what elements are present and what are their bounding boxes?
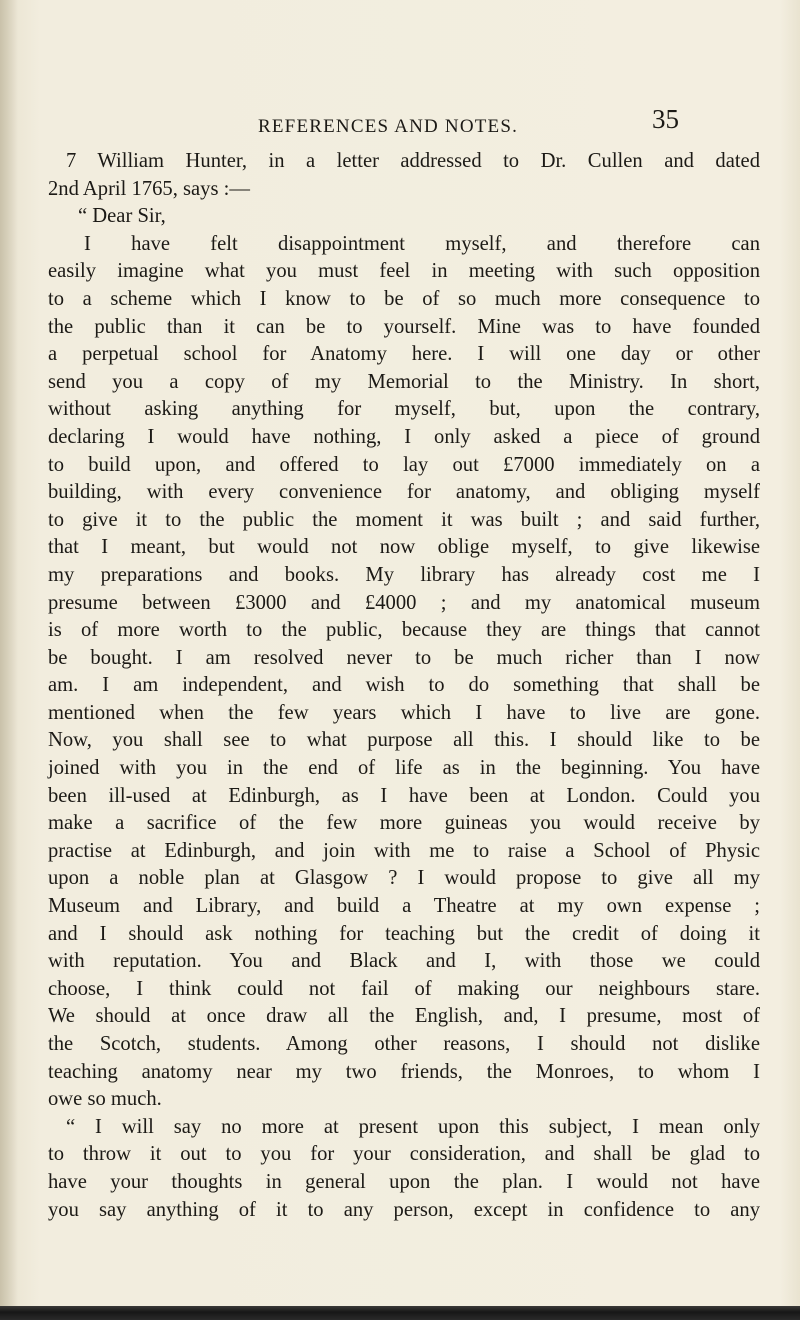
text-line: teaching anatomy near my two friends, the Monroes, to whom I bbox=[48, 1060, 760, 1083]
running-head-title: REFERENCES AND NOTES. bbox=[258, 116, 519, 137]
text-line: send you a copy of my Memorial to the Ministry. In short, bbox=[48, 370, 760, 393]
text-line: been ill-used at Edinburgh, as I have been at London. Could you bbox=[48, 784, 760, 807]
text-line: choose, I think could not fail of making our neighbours stare. bbox=[48, 977, 760, 1000]
text-line: have your thoughts in general upon the plan. I would not have bbox=[48, 1170, 760, 1193]
text-line: a perpetual school for Anatomy here. I will one day or other bbox=[48, 343, 760, 366]
text-line: that I meant, but would not now oblige myself, to give likewise bbox=[48, 536, 760, 559]
text-line: “ I will say no more at present upon this subject, I mean only bbox=[66, 1115, 760, 1138]
text-line: my preparations and books. My library has already cost me I bbox=[48, 563, 760, 586]
page-number: 35 bbox=[652, 104, 679, 134]
text-line: practise at Edinburgh, and join with me to raise a School of Physic bbox=[48, 839, 760, 862]
text-line: “ Dear Sir, bbox=[78, 205, 166, 228]
text-line: to build upon, and offered to lay out £7000 immediately on a bbox=[48, 453, 760, 476]
page-gutter-shadow bbox=[0, 0, 18, 1320]
text-line: to give it to the public the moment it was built ; and said further, bbox=[48, 508, 760, 531]
text-line: owe so much. bbox=[48, 1088, 162, 1111]
note-body bbox=[48, 148, 760, 1224]
text-line: to throw it out to you for your consideration, and shall be glad to bbox=[48, 1143, 760, 1166]
text-line: and I should ask nothing for teaching but the credit of doing it bbox=[48, 922, 760, 945]
text-line: you say anything of it to any person, except in confidence to any bbox=[48, 1198, 760, 1221]
text-line: without asking anything for myself, but, upon the contrary, bbox=[48, 398, 760, 421]
text-line: declaring I would have nothing, I only asked a piece of ground bbox=[48, 425, 760, 448]
text-line: presume between £3000 and £4000 ; and my anatomical museum bbox=[48, 591, 760, 614]
text-line: Museum and Library, and build a Theatre at my own expense ; bbox=[48, 895, 760, 918]
text-line: to a scheme which I know to be of so much more consequence to bbox=[48, 287, 760, 310]
text-line: joined with you in the end of life as in the beginning. You have bbox=[48, 757, 760, 780]
text-line: the Scotch, students. Among other reasons, I should not dislike bbox=[48, 1033, 760, 1055]
text-line: upon a noble plan at Glasgow ? I would propose to give all my bbox=[48, 867, 760, 890]
text-line: is of more worth to the public, because they are things that cannot bbox=[48, 619, 760, 642]
text-line: I have felt disappointment myself, and therefore can bbox=[84, 232, 760, 255]
text-line: easily imagine what you must feel in meeting with such opposition bbox=[48, 260, 760, 283]
text-line: 2nd April 1765, says :— bbox=[48, 177, 250, 200]
text-line: with reputation. You and Black and I, with those we could bbox=[48, 950, 760, 973]
text-line: Now, you shall see to what purpose all this. I should like to be bbox=[48, 729, 760, 752]
text-line: the public than it can be to yourself. Mine was to have founded bbox=[48, 315, 760, 338]
text-line: 7 William Hunter, in a letter addressed to Dr. Cullen and dated bbox=[66, 150, 760, 172]
text-line: building, with every convenience for anatomy, and obliging myself bbox=[48, 481, 760, 504]
text-line: am. I am independent, and wish to do something that shall be bbox=[48, 674, 760, 697]
running-head bbox=[0, 104, 800, 142]
text-line: mentioned when the few years which I have to live are gone. bbox=[48, 701, 760, 724]
text-line: We should at once draw all the English, and, I presume, most of bbox=[48, 1005, 760, 1028]
scan-bottom-edge bbox=[0, 1306, 800, 1320]
text-line: be bought. I am resolved never to be much richer than I now bbox=[48, 646, 760, 669]
text-line: make a sacrifice of the few more guineas you would receive by bbox=[48, 812, 760, 835]
